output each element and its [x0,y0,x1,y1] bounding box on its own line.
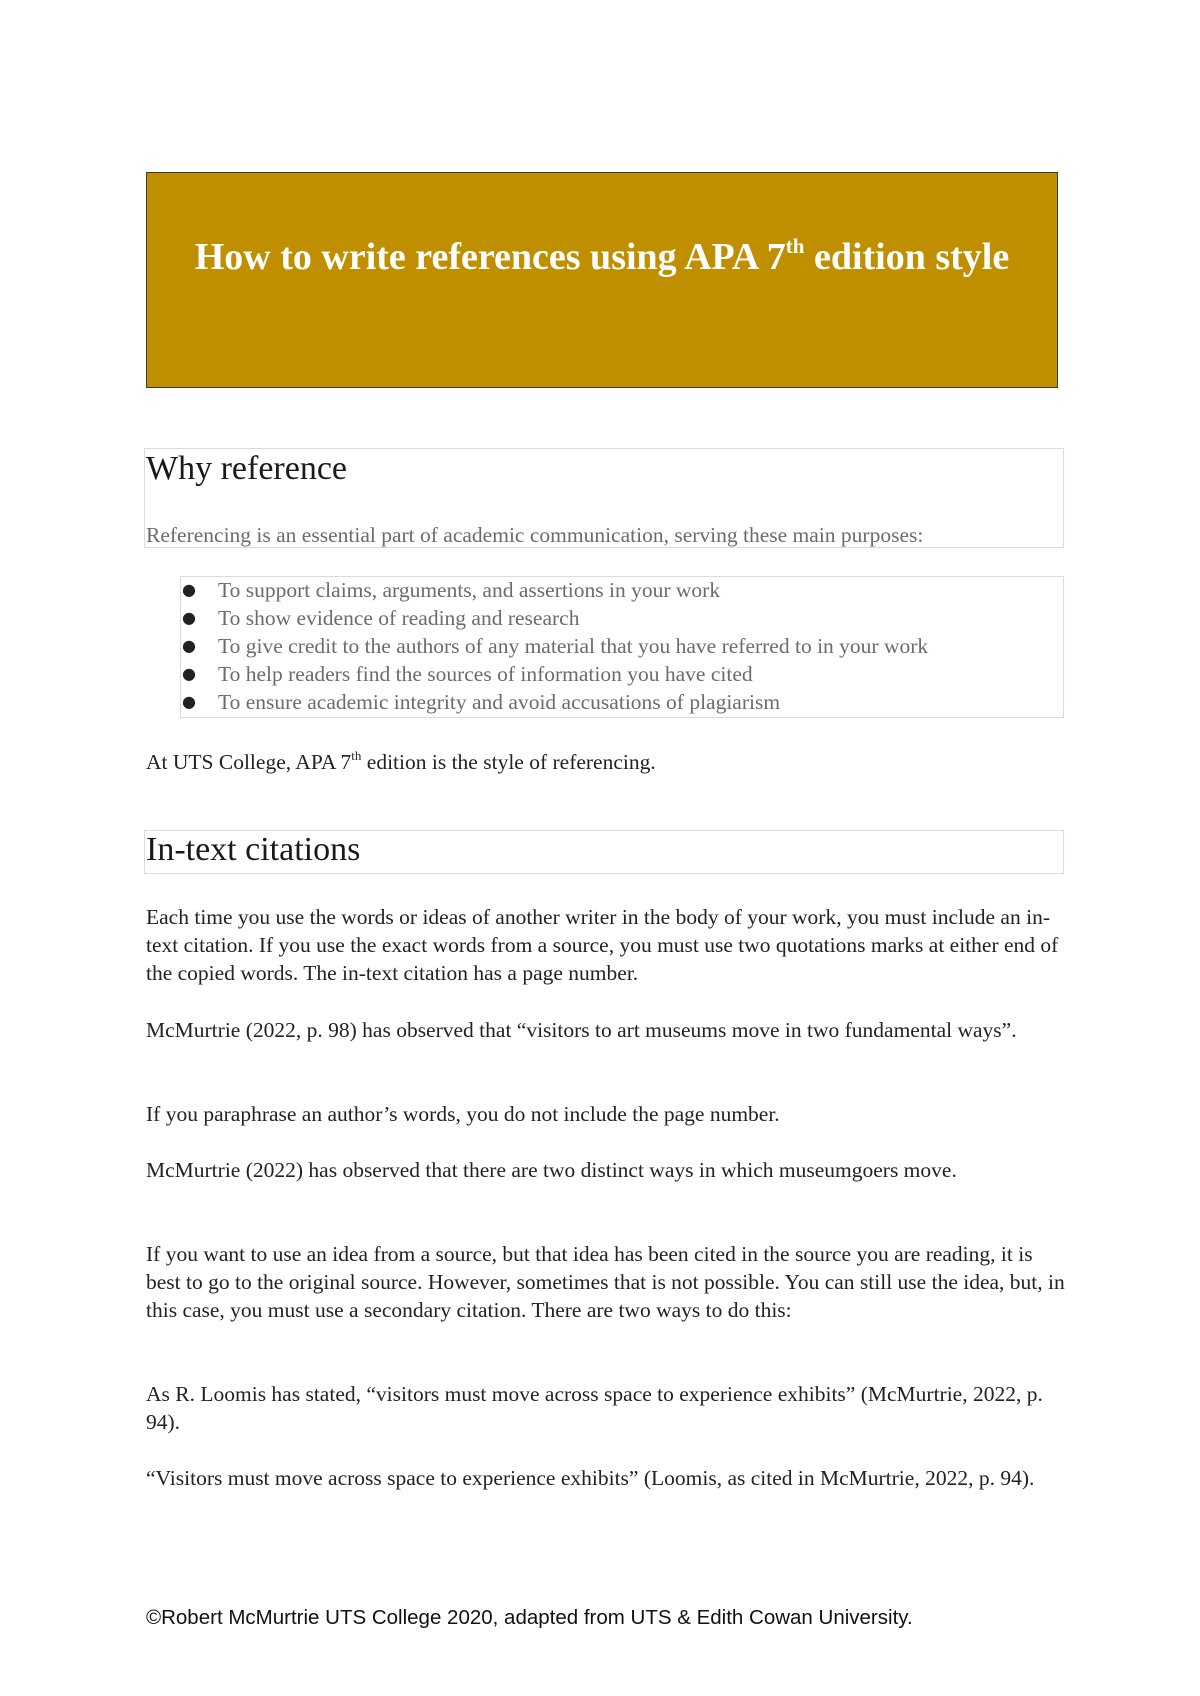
list-item [146,688,928,716]
title-text-main: How to write references using APA 7 [194,236,786,278]
copyright-footer: ©Robert McMurtrie UTS College 2020, adapted from UTS & Edith Cowan University. [146,1606,913,1629]
bullet-icon: ● [182,580,196,599]
list-item [146,660,928,688]
bullet-icon: ● [182,692,196,711]
bullet-icon: ● [182,608,196,627]
purpose-list [146,576,928,716]
list-item-text: To help readers find the sources of information you have cited [218,662,753,686]
list-item-text: To give credit to the authors of any material that you have referred to in your work [218,634,929,658]
title-superscript: th [785,234,805,258]
apa-line-superscript: th [351,748,362,763]
apa-line-text: At UTS College, APA 7 [146,750,352,774]
paragraph: If you paraphrase an author’s words, you do not include the page number. [146,1102,780,1126]
apa-line-tail: edition is the style of referencing. [361,750,656,774]
list-item-text: To ensure academic integrity and avoid accusations of plagiarism [218,690,781,714]
paragraph: “Visitors must move across space to experience exhibits” (Loomis, as cited in McMurtrie, 2022, p. 94). [146,1466,1035,1490]
list-item [146,576,928,604]
bullet-icon: ● [182,636,196,655]
paragraph: Each time you use the words or ideas of another writer in the body of your work, you must include an in-text citation. If you use the exact words from a source, you must use two quotations marks at either end of the copied words. The in-text citation has a page number. [146,905,1059,985]
paragraph: McMurtrie (2022) has observed that there are two distinct ways in which museumgoers move. [146,1158,957,1182]
list-item [146,632,928,660]
apa-style-line [146,748,1066,776]
bullet-icon: ● [182,664,196,683]
why-reference-heading: Why reference [146,450,348,487]
list-item [146,604,928,632]
title-text-tail: edition style [804,236,1010,278]
paragraph: As R. Loomis has stated, “visitors must move across space to experience exhibits” (McMurtrie, 2022, p. 94). [146,1382,1043,1434]
paragraph: McMurtrie (2022, p. 98) has observed that “visitors to art museums move in two fundamental ways”. [146,1018,1017,1042]
in-text-citations-heading: In-text citations [146,831,361,868]
paragraph: If you want to use an idea from a source, but that idea has been cited in the source you are reading, it is best to go to the original source. However, sometimes that is not possible. You can still use the idea, but, in this case, you must use a secondary citation. There are two ways to do this: [146,1242,1065,1322]
list-item-text: To show evidence of reading and research [218,606,580,630]
title-banner [146,172,1058,388]
document-title [147,235,1057,279]
list-item-text: To support claims, arguments, and assertions in your work [218,578,721,602]
why-reference-intro: Referencing is an essential part of academic communication, serving these main purposes: [146,523,924,547]
